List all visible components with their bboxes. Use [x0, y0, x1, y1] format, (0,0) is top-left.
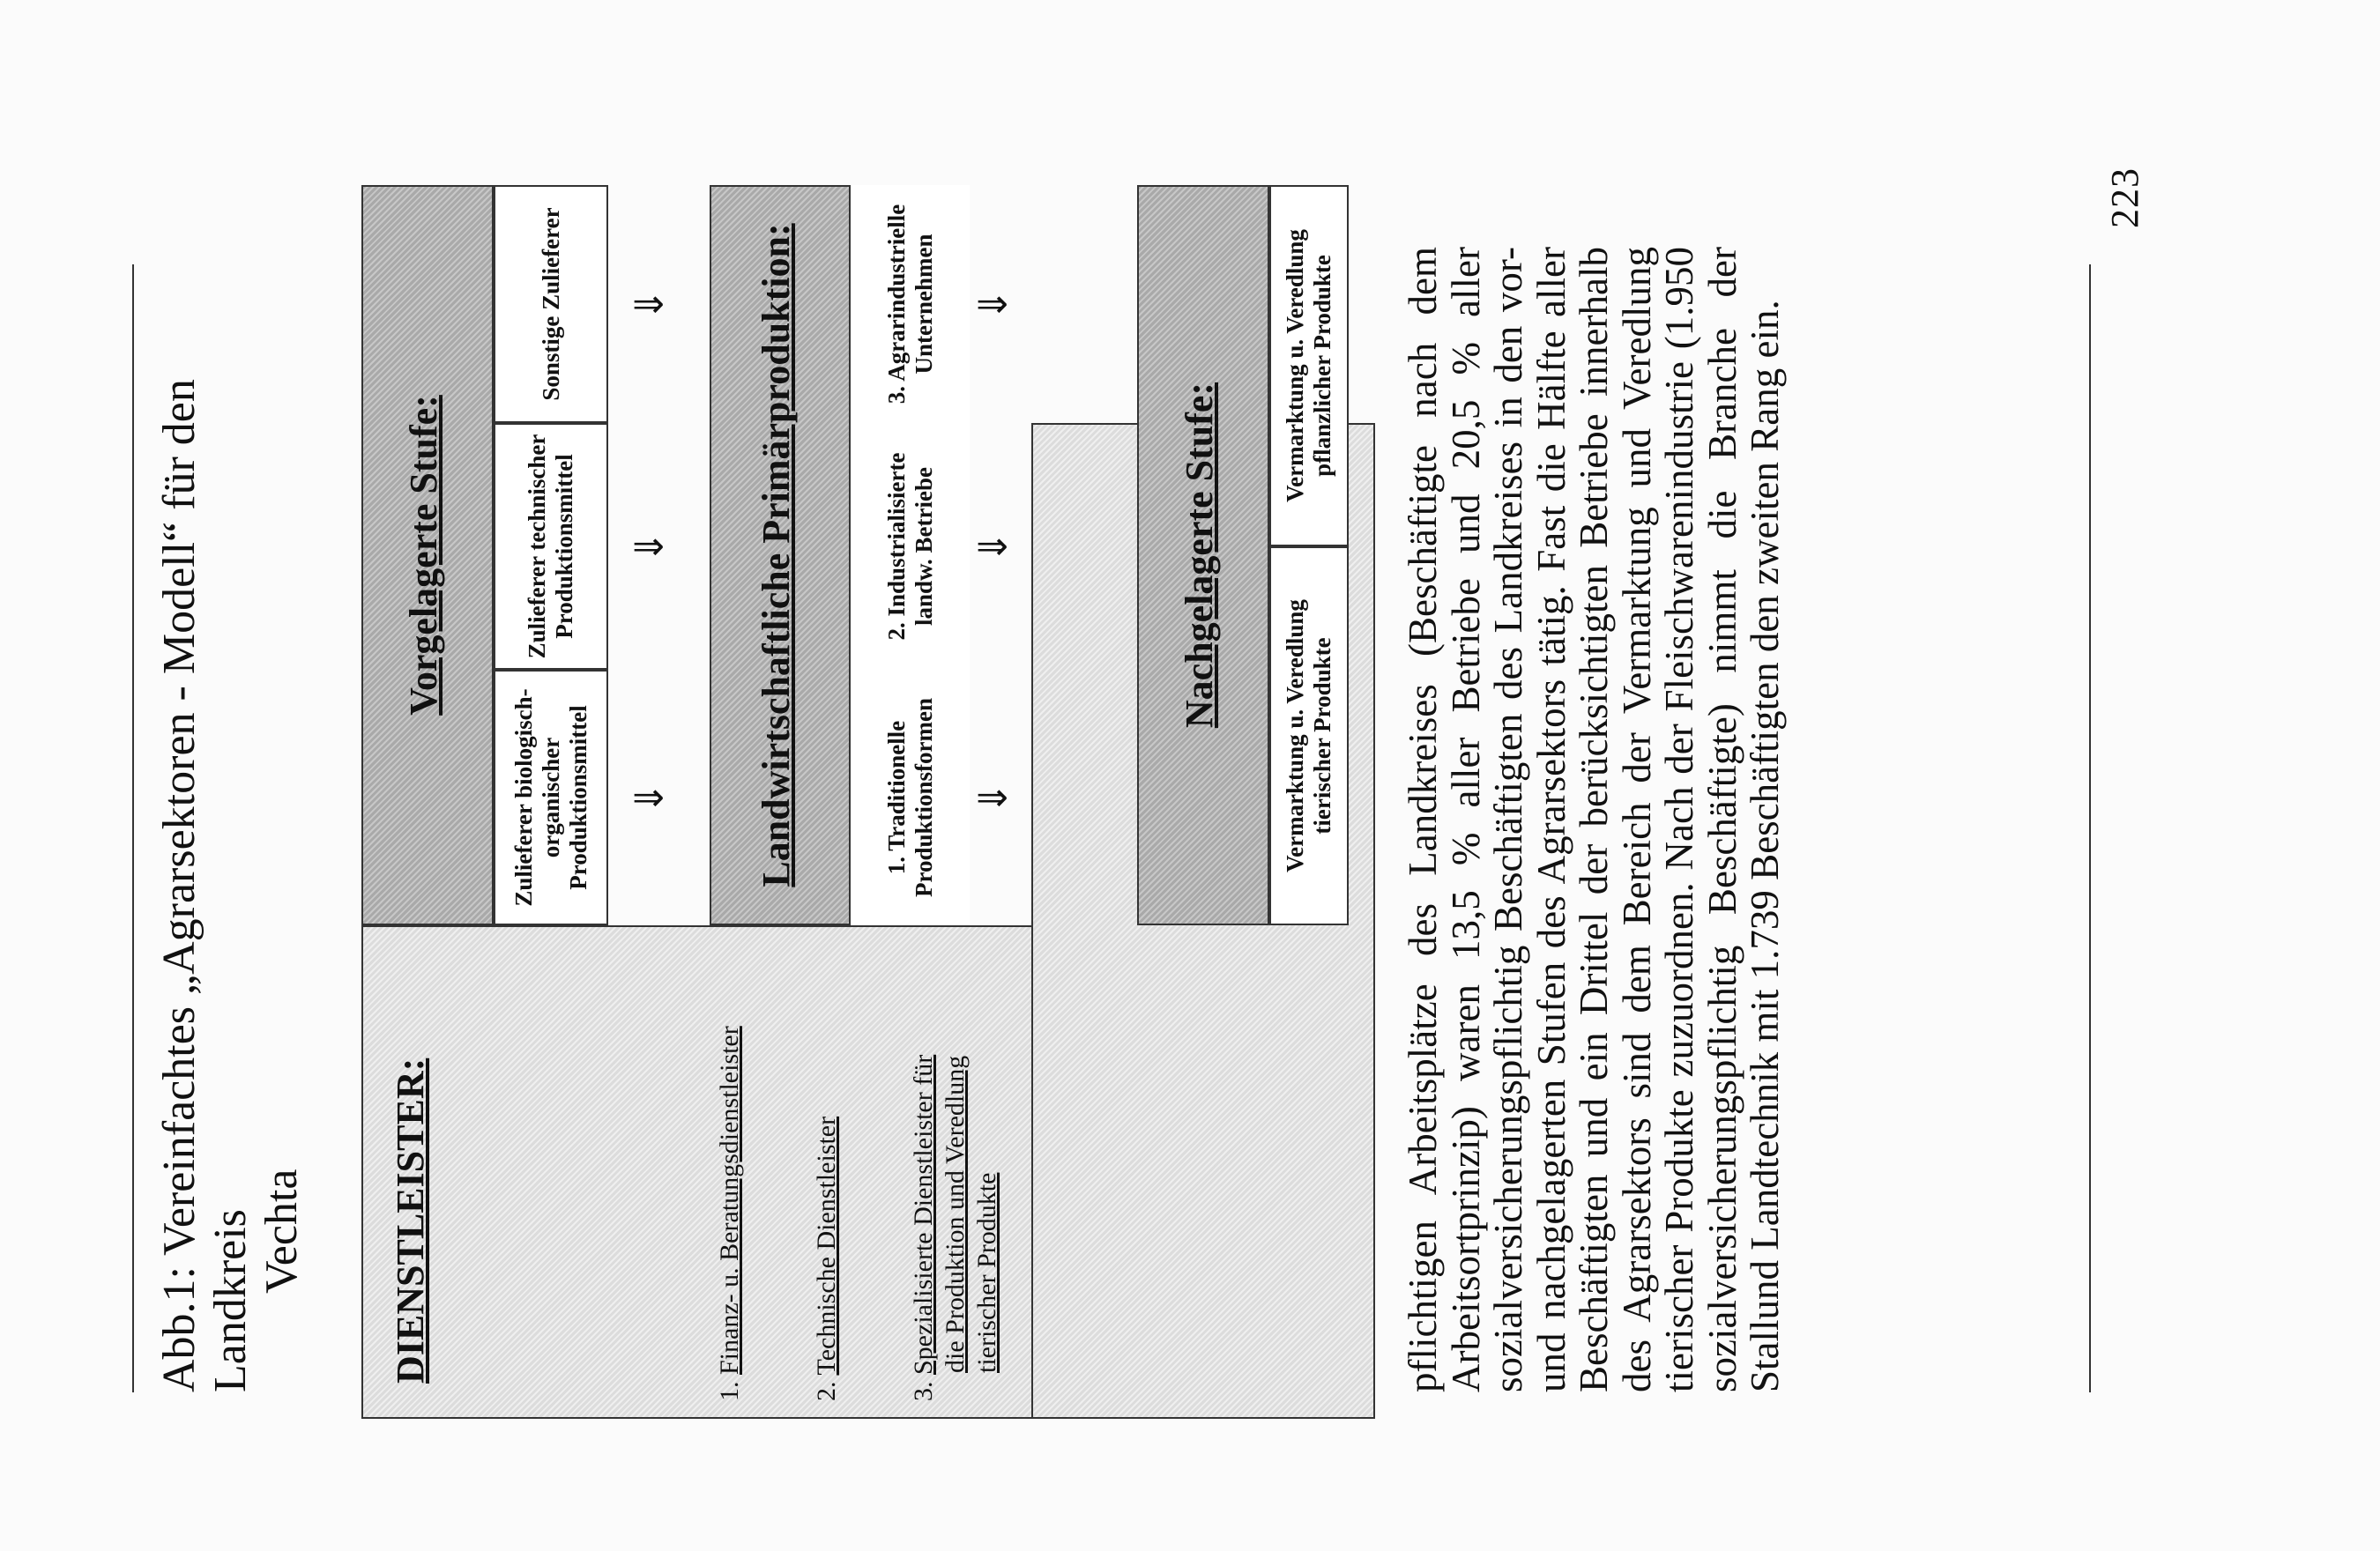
dienstleister-title: DIENSTLEISTER: — [389, 1058, 432, 1384]
arrow-down-2: ⇒ — [632, 523, 665, 569]
agrarsektoren-diagram — [361, 132, 1375, 1419]
figure-caption-line1: Abb.1: Vereinfachtes „Agrarsektoren - Modell“ für den Landkreis — [154, 379, 256, 1392]
arrow-down-6: ⇒ — [976, 281, 1008, 327]
service-item-3 — [908, 925, 1003, 1401]
primaer-title: Landwirtschaftliche Primärproduktion: — [755, 223, 798, 887]
service-item-3-line1: Spezialisierte Dienstleister für — [909, 1054, 938, 1375]
primaer-cell-1: 1. Traditionelle Produktionsformen — [851, 670, 970, 925]
primaer-cell-3: 3. Agrarindustrielle Unternehmen — [851, 185, 970, 423]
service-item-3-line2: die Produktion und Veredlung — [941, 1055, 970, 1373]
rotated-page-content — [132, 132, 2248, 1419]
vorgelagerte-cell-2: Zulieferer technischer Produktionsmittel — [494, 423, 608, 670]
top-rule — [132, 264, 134, 1392]
figure-caption-line2: Vechta — [257, 1169, 307, 1294]
service-item-2 — [811, 943, 843, 1401]
bottom-rule — [2089, 264, 2091, 1392]
arrow-down-4: ⇒ — [976, 775, 1008, 820]
vorgelagerte-cell-3: Sonstige Zulieferer — [494, 185, 608, 423]
arrow-down-3: ⇒ — [632, 281, 665, 327]
arrow-down-5: ⇒ — [976, 523, 1008, 569]
primaer-cell-2: 2. Industrialisierte landw. Betriebe — [851, 423, 970, 670]
service-item-3-line3: tierischer Produkte — [972, 1172, 1001, 1373]
page-number: 223 — [2103, 167, 2146, 228]
service-item-2-number: 2. — [812, 1381, 841, 1401]
service-item-1-number: 1. — [715, 1381, 744, 1401]
vorgelagerte-title: Vorgelagerte Stufe: — [402, 395, 445, 716]
body-paragraph: pflichtigen Arbeitsplätze des Landkreises (Beschäftigte nach dem Arbeitsortprinzip) waren 13,5 % aller Betriebe und 20,5 % aller sozialversicherungspflichtig Beschäftigten des Landkreises in den vor- und nachgelagerten Stufen des Agrarsektors tätig. Fast die Hälfte aller Beschäftigten und ein Drittel der berücksichtigten Betriebe innerhalb des Agrarsektors sind dem Bereich der Vermarktung und Veredlung tierischer Produkte zuzuordnen. Nach der Fleischwarenindustrie (1.950 sozialversicherungspflichtig Beschäftigte) nimmt die Branche der Stallund Landtechnik mit 1.739 Beschäftigten den zweiten Rang ein. — [1401, 247, 1787, 1392]
service-item-3-number: 3. — [909, 1381, 938, 1401]
service-item-2-label: Technische Dienstleister — [812, 1116, 841, 1376]
service-item-1-label: Finanz- u. Beratungsdienstleister — [715, 1026, 744, 1375]
nachgelagerte-title: Nachgelagerte Stufe: — [1178, 382, 1221, 729]
nachgelagerte-cell-2: Vermarktung u. Veredlung pflanzlicher Produkte — [1269, 185, 1349, 546]
arrow-down-1: ⇒ — [632, 775, 665, 820]
figure-caption — [154, 264, 308, 1392]
nachgelagerte-cell-1: Vermarktung u. Veredlung tierischer Produkte — [1269, 546, 1349, 925]
service-item-1 — [714, 943, 746, 1401]
vorgelagerte-cell-1: Zulieferer biologisch-organischer Produktionsmittel — [494, 670, 608, 925]
